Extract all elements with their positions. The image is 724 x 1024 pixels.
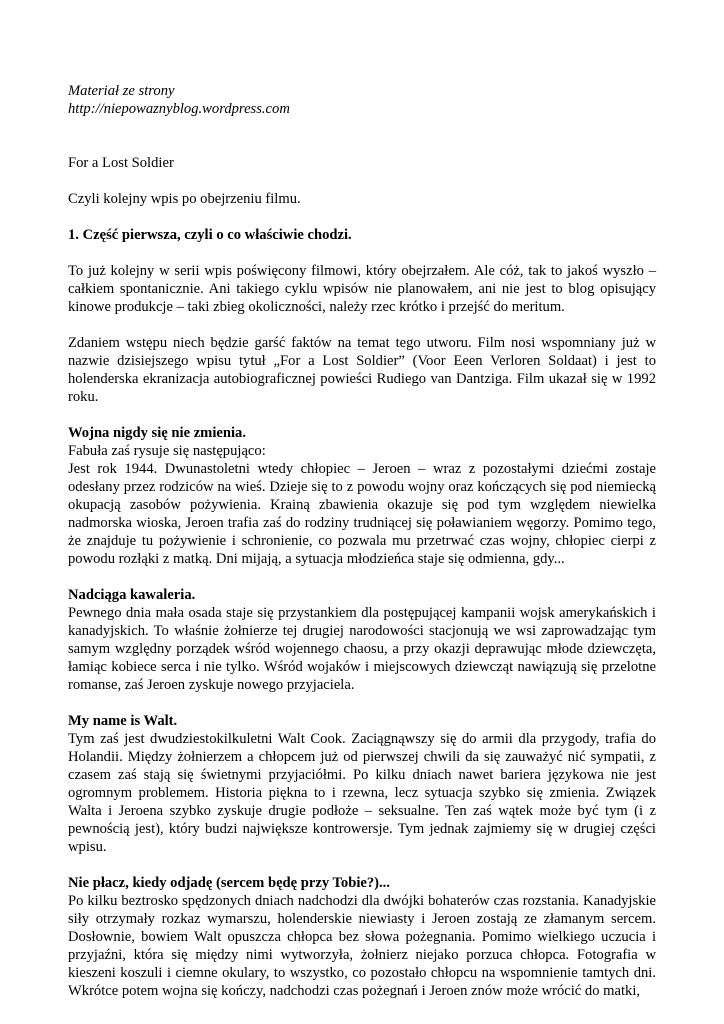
source-line-2: http://niepowaznyblog.wordpress.com bbox=[68, 101, 290, 117]
section-heading-5: Nie płacz, kiedy odjadę (sercem będę przy Tobie?)... bbox=[68, 875, 390, 891]
paragraph-5: Tym zaś jest dwudziestokilkuletni Walt Cook. Zaciągnąwszy się do armii dla przygody, trafia do Holandii. Między żołnierzem a chłopcem już od pierwszej chwili da się zauważyć nić sympatii, z czasem zaś stają się świetnymi przyjaciółmi. Po kilku dniach nawet bariera językowa nie jest ogromnym problemem. Historia piękna to i rzewna, lecz sytuacja szybko się zmienia. Związek Walta i Jeroena szybko zyskuje drugie podłoże – seksualne. Ten zaś wątek może być tym (i z pewnością jest), który budzi największe kontrowersje. Tym jednak zajmiemy się w drugiej części wpisu. bbox=[68, 731, 656, 855]
paragraph-4: Pewnego dnia mała osada staje się przystankiem dla postępującej kampanii wojsk amerykańskich i kanadyjskich. To właśnie żołnierze tej drugiej narodowości stacjonują we wsi zaprowadzając tym samym względny porządek wśród wojennego chaosu, a przy okazji deprawując młode dziewczęta, łamiąc kobiece serca i nie tylko. Wśród wojaków i miejscowych dziewcząt nawiązują się przelotne romanse, zaś Jeroen zyskuje nowego przyjaciela. bbox=[68, 605, 656, 693]
post-subtitle: Czyli kolejny wpis po obejrzeniu filmu. bbox=[68, 191, 301, 207]
section-heading-4: My name is Walt. bbox=[68, 713, 178, 729]
text-block bbox=[68, 334, 656, 406]
paragraph-2: Zdaniem wstępu niech będzie garść faktów na temat tego utworu. Film nosi wspomniany już w nazwie dzisiejszego wpisu tytuł „For a Lost Soldier” (Voor Eeen Verloren Soldaat) i jest to holenderska ekranizacja autobiograficznej powieści Rudiego van Dantziga. Film ukazał się w 1992 roku. bbox=[68, 335, 656, 405]
post-title: For a Lost Soldier bbox=[68, 155, 174, 171]
paragraph-1: To już kolejny w serii wpis poświęcony filmowi, który obejrzałem. Ale cóż, tak to jakoś wyszło – całkiem spontanicznie. Ani takiego cyklu wpisów nie planowałem, ani nie jest to blog opisujący kinowe produkcje – taki zbieg okoliczności, należy rzec krótko i przejść do meritum. bbox=[68, 263, 656, 315]
text-block bbox=[68, 226, 656, 244]
document-content bbox=[68, 82, 656, 1000]
text-block bbox=[68, 262, 656, 316]
paragraph-3: Jest rok 1944. Dwunastoletni wtedy chłopiec – Jeroen – wraz z pozostałymi dziećmi zostaje odesłany przez rodziców na wieś. Dzieje się to z powodu wojny oraz kończących się pod niemiecką okupacją zasobów pożywienia. Krainą zbawienia okazuje się pod tym względem niewielka nadmorska wioska, Jeroen trafia zaś do rodziny trudniącej się poławianiem węgorzy. Pomimo tego, że znajduje tu pożywienie i schronienie, co pozwala mu przetrwać czas wojny, chłopiec cierpi z powodu rozłąki z matką. Dni mijają, a sytuacja młodzieńca staje się odmienna, gdy... bbox=[68, 461, 656, 567]
paragraph-6: Po kilku beztrosko spędzonych dniach nadchodzi dla dwójki bohaterów czas rozstania. Kanadyjskie siły otrzymały rozkaz wymarszu, holenderskie niewiasty i Jeroen zostają ze złamanym sercem. Dosłownie, bowiem Walt opuszcza chłopca bez słowa pożegnania. Pomimo wielkiego uczucia i przyjaźni, która się między nimi wytworzyła, żołnierz niejako porzuca chłopca. Fotografia w kieszeni koszuli i ciemne okulary, to wszystko, co pozostało chłopcu na wspomnienie tamtych dni. Wkrótce potem wojna się kończy, nadchodzi czas pożegnań i Jeroen znów może wrócić do matki, bbox=[68, 893, 656, 999]
text-block bbox=[68, 586, 656, 694]
text-block bbox=[68, 82, 656, 118]
source-line-1: Materiał ze strony bbox=[68, 83, 175, 99]
section-heading-1: 1. Część pierwsza, czyli o co właściwie chodzi. bbox=[68, 227, 352, 243]
text-block bbox=[68, 154, 656, 172]
paragraph-lead: Fabuła zaś rysuje się następująco: bbox=[68, 443, 266, 459]
text-block bbox=[68, 712, 656, 856]
section-heading-2: Wojna nigdy się nie zmienia. bbox=[68, 425, 246, 441]
text-block bbox=[68, 190, 656, 208]
section-heading-3: Nadciąga kawaleria. bbox=[68, 587, 196, 603]
text-block bbox=[68, 874, 656, 1000]
text-block bbox=[68, 424, 656, 568]
